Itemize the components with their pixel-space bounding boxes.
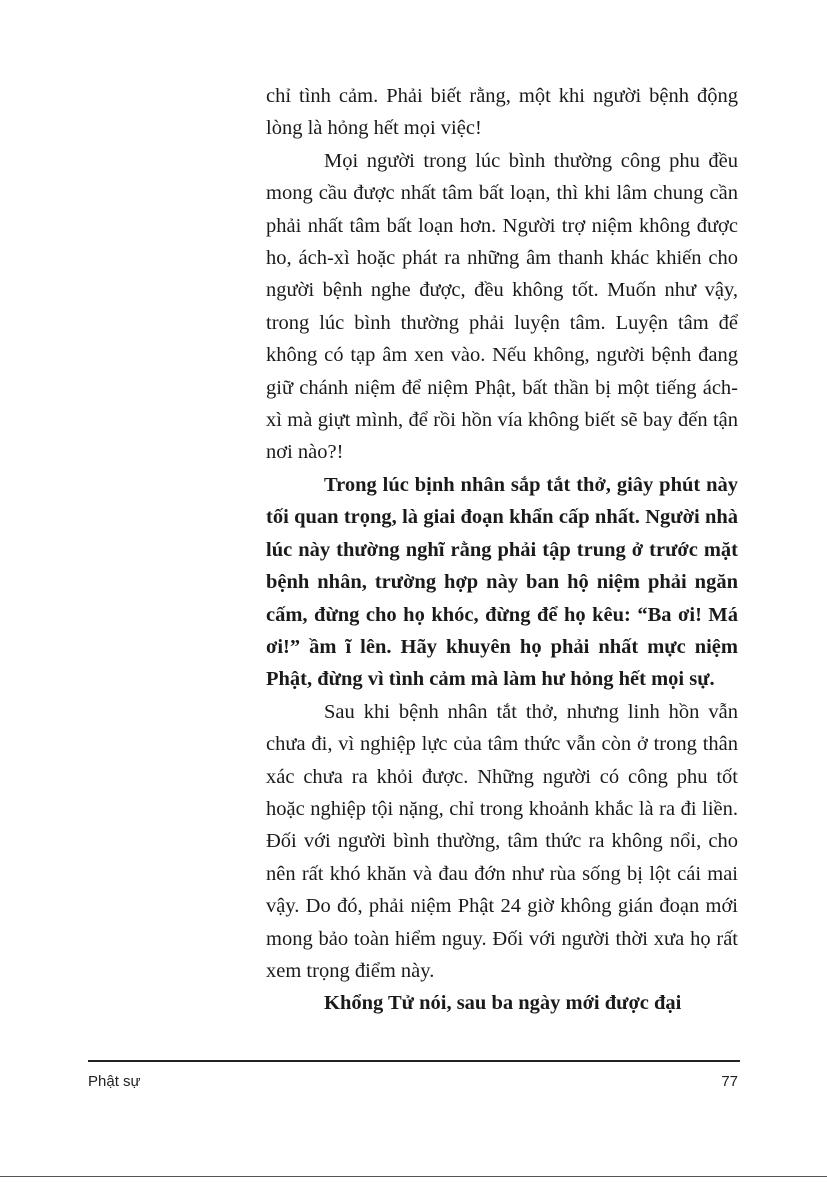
paragraph-1: chỉ tình cảm. Phải biết rằng, một khi người bệnh động lòng là hỏng hết mọi việc! bbox=[266, 85, 738, 140]
page-body bbox=[266, 80, 738, 1020]
page-bottom-edge bbox=[0, 1176, 827, 1177]
footer-divider bbox=[88, 1060, 740, 1062]
footer-page-number: 77 bbox=[721, 1073, 738, 1090]
paragraph-5-bold: Khổng Tử nói, sau ba ngày mới được đại bbox=[324, 992, 682, 1015]
paragraph-3-bold: Trong lúc bịnh nhân sắp tắt thở, giây phút này tối quan trọng, là giai đoạn khẩn cấp nhất. Người nhà lúc này thường nghĩ rằng phải tập trung ở trước mặt bệnh nhân, trường hợp này ban hộ niệm phải ngăn cấm, đừng cho họ khóc, đừng để họ kêu: “Ba ơi! Má ơi!” ầm ĩ lên. Hãy khuyên họ phải nhất mực niệm Phật, đừng vì tình cảm mà làm hư hỏng hết mọi sự. bbox=[266, 473, 738, 691]
paragraph-2: Mọi người trong lúc bình thường công phu đều mong cầu được nhất tâm bất loạn, thì khi lâm chung cần phải nhất tâm bất loạn hơn. Người trợ niệm không được ho, ách-xì hoặc phát ra những âm thanh khác khiến cho người bệnh nghe được, đều không tốt. Muốn như vậy, trong lúc bình thường phải luyện tâm. Luyện tâm để không có tạp âm xen vào. Nếu không, người bệnh đang giữ chánh niệm để niệm Phật, bất thần bị một tiếng ách-xì mà giựt mình, để rồi hồn vía không biết sẽ bay đến tận nơi nào?! bbox=[266, 149, 738, 464]
footer-book-title: Phật sự bbox=[88, 1073, 141, 1090]
paragraph-4: Sau khi bệnh nhân tắt thở, nhưng linh hồn vẫn chưa đi, vì nghiệp lực của tâm thức vẫn còn ở trong thân xác chưa ra khỏi được. Những người có công phu tốt hoặc nghiệp tội nặng, chỉ trong khoảnh khắc là ra đi liền. Đối với người bình thường, tâm thức ra không nổi, cho nên rất khó khăn và đau đớn như rùa sống bị lột cái mai vậy. Do đó, phải niệm Phật 24 giờ không gián đoạn mới mong bảo toàn hiểm nguy. Đối với người thời xưa họ rất xem trọng điểm này. bbox=[266, 700, 738, 982]
